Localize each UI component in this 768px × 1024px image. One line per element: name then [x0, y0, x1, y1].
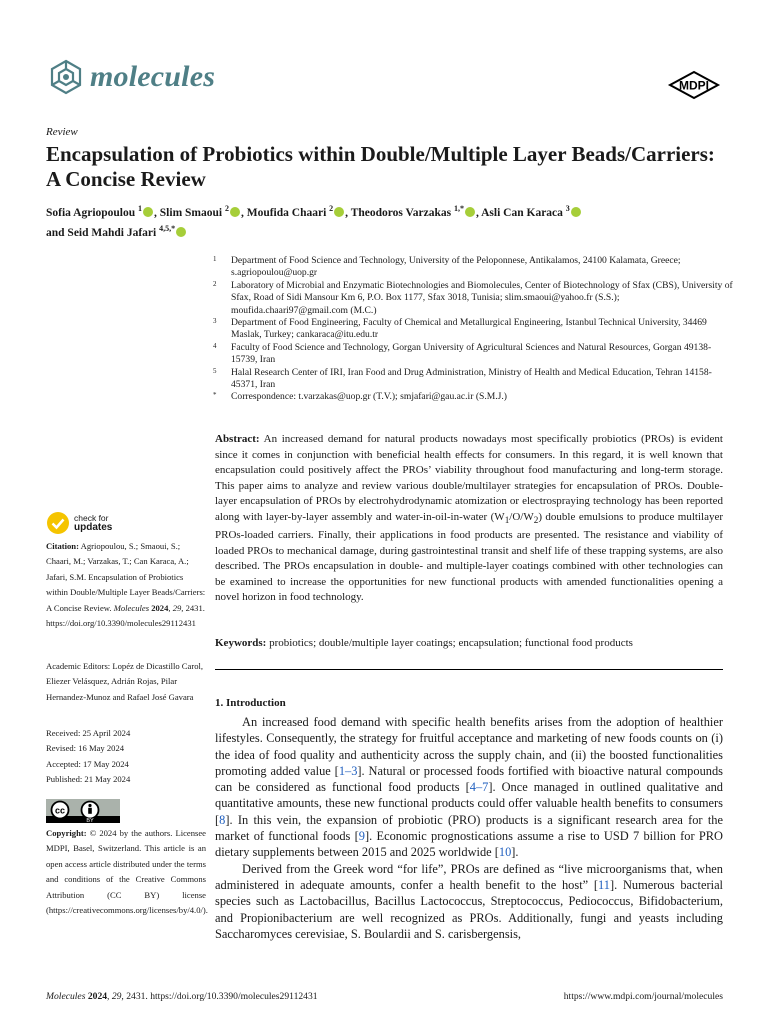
received-date: Received: 25 April 2024 [46, 728, 131, 738]
affiliation-item: 1 Department of Food Science and Technology, University of the Peloponnese, Antikalamos, 24100 Kalamata, Greece; s.agriopoulou@uop.gr [213, 255, 681, 279]
citation-link[interactable]: 9 [358, 829, 365, 844]
citation-link[interactable]: 4–7 [469, 780, 489, 795]
published-date: Published: 21 May 2024 [46, 774, 131, 785]
mdpi-logo [666, 70, 722, 105]
affiliation-item: 5 Halal Research Center of IRI, Iran Food and Drug Administration, Ministry of Health and Medical Education, Tehran 14158-45371, Iran [213, 366, 712, 391]
cc-by-license-icon[interactable] [46, 799, 120, 828]
orcid-icon[interactable] [465, 207, 475, 217]
orcid-icon[interactable] [571, 207, 581, 217]
affiliations [213, 255, 733, 404]
orcid-icon[interactable] [334, 207, 344, 217]
check-for-updates-button[interactable]: check for updates [46, 511, 112, 535]
journal-url-link[interactable]: https://www.mdpi.com/journal/molecules [563, 991, 723, 1002]
keywords-label: Keywords: [215, 637, 267, 649]
introduction-body [215, 714, 723, 942]
citation-link[interactable]: 11 [598, 877, 610, 892]
publisher-name: MDPI [679, 78, 709, 93]
journal-name: molecules [90, 60, 216, 93]
correspondence: * Correspondence: t.varzakas@uop.gr (T.V.); smjafari@gau.ac.ir (S.M.J.) [213, 391, 507, 403]
affiliation-item: 3 Department of Food Engineering, Faculty of Chemical and Metallurgical Engineering, Istanbul Technical University, 34469 Maslak, Turkey; cankaraca@itu.edu.tr [213, 317, 707, 341]
citation-link[interactable]: 8 [219, 812, 226, 827]
author-name[interactable]: Theodoros Varzakas [350, 206, 452, 219]
section-heading: 1. Introduction [215, 697, 286, 709]
affiliation-item: 2 Laboratory of Microbial and Enzymatic Biotechnologies and Biomolecules, Center of Biotechnology of Sfax (CBS), University of Sfax, Road of Sidi Mansour Km 6, P.O. Box 1177, Sfax 3018, Tunisia; slim.smaoui@yahoo.fr (S.S.); moufida.chaari97@gmail.com (M.C.) [213, 279, 733, 316]
copyright-notice: Copyright: © 2024 by the authors. Licensee MDPI, Basel, Switzerland. This article is an open access article distributed under the terms and conditions of the Creative Commons Attribution (CC BY) license (https://creativecommons.org/licenses/by/4.0/). [46, 828, 208, 916]
author-name[interactable]: Seid Mahdi Jafari [67, 226, 157, 239]
orcid-icon[interactable] [143, 207, 153, 217]
svg-text:BY: BY [86, 818, 94, 823]
svg-text:cc: cc [54, 805, 66, 816]
academic-editors: Academic Editors: Lopéz de Dicastillo Carol, Eliezer Velásquez, Adrián Rojas, Pilar Hernandez-Munoz and Rafael José Gavara [46, 661, 204, 702]
divider [215, 669, 723, 670]
publication-dates [46, 726, 206, 788]
orcid-icon[interactable] [176, 227, 186, 237]
citation-link[interactable]: 1–3 [338, 763, 358, 778]
paragraph: Derived from the Greek word “for life”, PROs are defined as “live microorganisms that, when administered in adequate amounts, confer a health benefit to the host” [11]. Numerous bacterial species such as Lactobacillus, Bacillus Lactococcus, Streptococcus, Pediococcus, Bifidobacterium, and Propionibacterium are well recognized as PROs. Additionally, fungi and yeasts including Saccharomyces cerevisiae, S. Boulardii and S. carisbergensis, [215, 861, 724, 941]
journal-logo-icon [46, 58, 86, 103]
article-type: Review [46, 126, 78, 138]
author-name[interactable]: Moufida Chaari [246, 206, 327, 219]
keywords: Keywords: probiotics; double/multiple layer coatings; encapsulation; functional food products [215, 637, 633, 649]
check-updates-icon [46, 511, 70, 535]
article-title: Encapsulation of Probiotics within Double/Multiple Layer Beads/Carriers: A Concise Review [46, 142, 715, 191]
orcid-icon[interactable] [230, 207, 240, 217]
author-list: Sofia Agriopoulou $^1$ , Slim Smaoui $^2$ , Moufida Chaari $^2$ , Theodoros Varzakas $^{1,*}$ , Asli Can Karaca $^3$ and Seid Mahdi Jafari $^{4,5,*}$ [46, 201, 736, 241]
abstract-label: Abstract: [215, 433, 260, 445]
footer-citation: Molecules 2024, 29, 2431. https://doi.org/10.3390/molecules29112431 [46, 991, 318, 1002]
abstract: Abstract: An increased demand for natural products nowadays most specifically probiotics (PROs) is evident since it comes in conjunction with beneficial health effects for consumers. In this regard, it is well known that encapsulation could positively affect the PROs’ viability throughout food manufacturing and long-term storage. This paper aims to analyze and review various double/multilayer strategies for encapsulation of PROs. Double-layer encapsulation of PROs by electrohydrodynamic atomization or electrospraying technology has been reported along with layer-by-layer assembly and water-in-oil-in-water $(W_1/O/W_2)$ double emulsions to produce multilayer PROs-loaded carriers. Finally, their applications in food products are presented. The resistance and viability of loaded PROs to mechanical damage, during gastrointestinal transit and shelf life of these trapping systems, are also described. The PROs encapsulation in double- and multiple-layer coatings combined with other technologies can be examined to increase the opportunities for new functional products with amended functionalities opening a novel horizon in food technology. [215, 433, 724, 604]
affiliation-item: 4 Faculty of Food Science and Technology, Gorgan University of Agricultural Sciences and Natural Resources, Gorgan 49138-15739, Iran [213, 341, 712, 366]
citation-link[interactable]: 10 [498, 845, 512, 860]
accepted-date: Accepted: 17 May 2024 [46, 758, 129, 769]
paragraph: An increased food demand with specific health benefits arises from the adoption of healthier lifestyles. Consequently, the strategy for fruitful acceptance and marketing of new foods counts on (i) the idea of food quality and authenticity across the supply chain, and (ii) the boosted functionalities promoting added value [1–3]. Natural or processed foods fortified with bioactive natural compounds can be considered as functional food products [4–7]. Once managed in outlined qualitative and quantitative amounts, these new functional products could offer valuable health benefits to consumers [8]. In this vein, the expansion of probiotic (PRO) products is a significant research area for the market of functional foods [9]. Economic prognostications assume a rise to USD 7 billion for PRO dietary supplements between 2015 and 2025 worldwide [10]. [215, 715, 723, 860]
author-name[interactable]: Sofia Agriopoulou [46, 206, 136, 219]
revised-date: Revised: 16 May 2024 [46, 743, 125, 754]
citation: Citation: Agriopoulou, S.; Smaoui, S.; Chaari, M.; Varzakas, T.; Can Karaca, A.; Jafari, S.M. Encapsulation of Probiotics within Double/Multiple Layer Beads/Carriers: A Concise Review. Molecules 2024, 29, 2431. https://doi.org/10.3390/molecules29112431 [46, 541, 206, 629]
author-name[interactable]: Asli Can Karaca [481, 206, 563, 219]
author-name[interactable]: Slim Smaoui [159, 206, 223, 219]
